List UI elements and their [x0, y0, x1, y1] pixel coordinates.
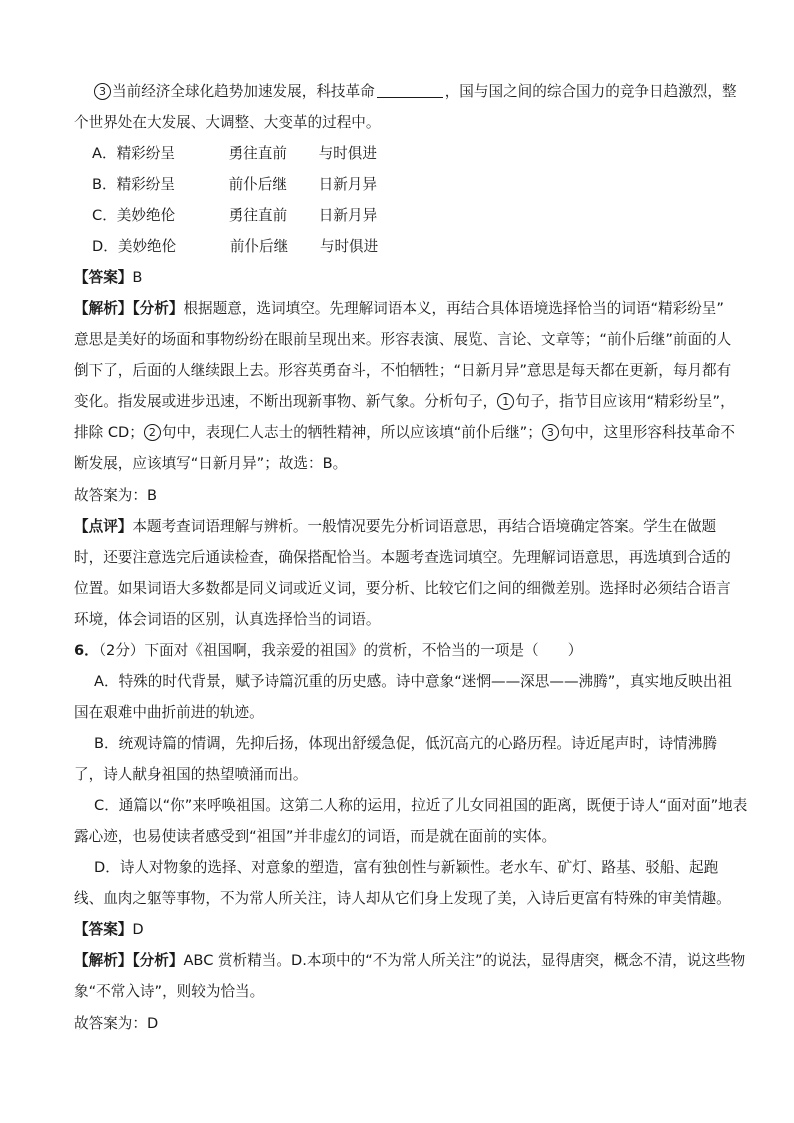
q5-option-c: C．美妙绝伦 勇往直前 日新月异 [92, 207, 378, 224]
q5-analysis-line-2: 意思是美好的场面和事物纷纷在眼前呈现出来。形容表演、展览、言论、文章等；“前仆后继”前面的人 [74, 331, 732, 348]
q5-analysis-line-4: 变化。指发展或进步迅速，不断出现新事物、新气象。分析句子， 1 句子，指节目应该用“精彩纷呈”， [74, 393, 735, 410]
q6-option-a-line-2: 国在艰难中曲折前进的轨迹。 [74, 704, 264, 721]
q5-analysis-line-6: 断发展，应该填写“日新月异”；故选：B。 [74, 455, 348, 472]
q6-option-d-line-2: 线、血肉之躯等事物，不为常人所关注，诗人却从它们身上发现了美，入诗后更富有特殊的审美情趣。 [74, 890, 731, 907]
q6-option-c-line-2: 露心迹，也易使读者感受到“祖国”并非虚幻的词语，而是就在面前的实体。 [74, 828, 557, 845]
q6-analysis-line-1: 【解析】【分析】ABC 赏析精当。D.本项中的“不为常人所关注”的说法，显得唐突，概念不清，说这些物 [74, 952, 746, 969]
circled-number: 3 [94, 83, 111, 100]
q5-comment-line-3: 位置。如果词语大多数都是同义词或近义词，要分析、比较它们之间的细微差别。选择时必须结合语言 [74, 580, 731, 597]
q5-option-a: A．精彩纷呈 勇往直前 与时俱进 [92, 145, 377, 162]
q6-option-b-line-1: B．统观诗篇的情调，先抑后扬，体现出舒缓急促，低沉高亢的心路历程。诗近尾声时，诗情沸腾 [94, 735, 717, 752]
q5-stem-line-2: 个世界处在大发展、大调整、大变革的过程中。 [74, 114, 381, 131]
q5-analysis-line-5: 排除 CD； 2 句中，表现仁人志士的牺牲精神，所以应该填“前仆后继”； 3 句中，这里形容科技革命不 [74, 424, 735, 441]
q5-option-b: B．精彩纷呈 前仆后继 日新月异 [92, 176, 377, 193]
q6-option-b-line-2: 了，诗人献身祖国的热望喷涌而出。 [74, 766, 308, 783]
q6-answer: 【答案】D [74, 921, 144, 938]
q6-analysis-line-2: 象“不常入诗”，则较为恰当。 [74, 983, 265, 1000]
q5-answer: 【答案】B [74, 269, 143, 286]
q5-comment-line-1: 【点评】本题考查词语理解与辨析。一般情况要先分析词语意思，再结合语境确定答案。学生在做题 [74, 518, 717, 535]
q6-option-c-line-1: C．通篇以“你”来呼唤祖国。这第二人称的运用，拉近了儿女同祖国的距离，既便于诗人“面对面”地表 [94, 797, 748, 814]
q5-analysis-line-3: 倒下了，后面的人继续跟上去。形容英勇奋斗，不怕牺牲；“日新月异”意思是每天都在更新，每月都有 [74, 362, 732, 379]
q5-comment-line-2: 时，还要注意选完后通读检查，确保搭配恰当。本题考查选词填空。先理解词语意思，再选填到合适的 [74, 549, 731, 566]
fill-blank [377, 83, 443, 98]
q5-comment-line-4: 环境，体会词语的区别，认真选择恰当的词语。 [74, 611, 381, 628]
q6-option-a-line-1: A．特殊的时代背景，赋予诗篇沉重的历史感。诗中意象“迷惘——深思——沸腾”，真实地反映出祖 [94, 673, 733, 690]
q6-final-answer: 故答案为：D [74, 1015, 159, 1032]
q5-option-d: D．美妙绝伦 前仆后继 与时俱进 [92, 238, 379, 255]
q6-option-d-line-1: D．诗人对物象的选择、对意象的塑造，富有独创性与新颖性。老水车、矿灯、路基、驳船、起跑 [94, 859, 719, 876]
q6-stem: 6．（2分）下面对《祖国啊，我亲爱的祖国》的赏析，不恰当的一项是（ ） [74, 642, 583, 659]
q5-final-answer: 故答案为：B [74, 487, 157, 504]
q5-stem-line-1: 3 当前经济全球化趋势加速发展，科技革命 ，国与国之间的综合国力的竞争日趋激烈，整 [94, 82, 774, 102]
q5-analysis-line-1: 【解析】【分析】根据题意，选词填空。先理解词语本义，再结合具体语境选择恰当的词语“精彩纷呈” [74, 300, 724, 317]
